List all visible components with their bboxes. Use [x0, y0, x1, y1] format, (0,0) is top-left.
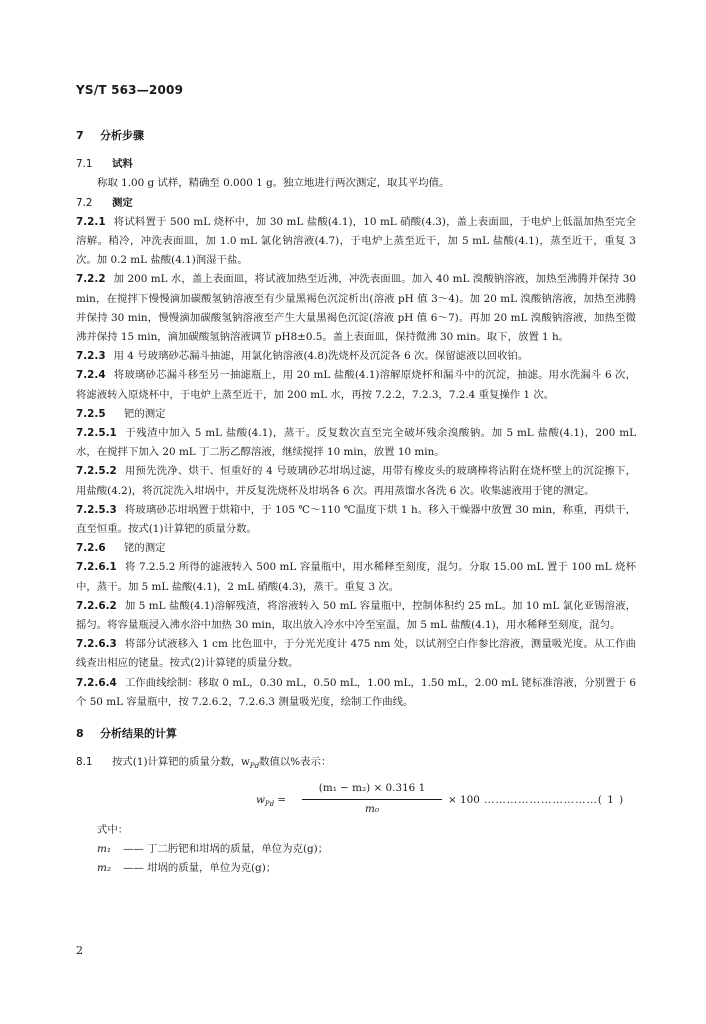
heading-7-2: 7.2 测定: [76, 196, 133, 209]
section-8-heading: [76, 724, 636, 743]
paragraph-7-2-5-3: 7.2.5.3 将玻璃砂芯坩埚置于烘箱中，于 105 ℃～110 ℃温度下烘 1 h。移入干燥器中放置 30 min，称重，再烘干，直至恒重。按式(1)计算钯的质量分数。: [76, 503, 636, 536]
definition-m1: m₁ —— 丁二肟钯和坩埚的质量，单位为克(g)；: [97, 842, 329, 855]
formula-denominator: m₀: [364, 802, 380, 815]
formula-lhs: $w_{Pd}$ =: [256, 793, 287, 808]
section-7-heading: [76, 126, 636, 145]
heading-7-1: 7.1 试料: [76, 158, 133, 171]
formula-number: …………………………( 1 ): [484, 793, 625, 806]
page-number: 2: [76, 944, 83, 957]
paragraph-7-2-6-1: 7.2.6.1 将 7.2.5.2 所得的滤液转入 500 mL 容量瓶中，用水稀释至刻度，混匀。分取 15.00 mL 置于 100 mL 烧杯中，蒸干。加 5 mL 盐酸(4.1)，2 mL 硝酸(4.3)，蒸干。重复 3 次。: [76, 561, 636, 593]
formula-multiplier: × 100: [448, 793, 480, 806]
formula-numerator: (m₁ − m₂) × 0.316 1: [302, 779, 442, 800]
paragraph-7-2-1: 7.2.1 将试料置于 500 mL 烧杯中，加 30 mL 盐酸(4.1)，10 mL 硝酸(4.3)，盖上表面皿，于电炉上低温加热至完全溶解。稍冷，冲洗表面皿，加 1.0 mL 氯化钠溶液(4.7)，于电炉上蒸至近干，加 5 mL 盐酸(4.1)，蒸至近干，重复 3 次。加 0.2 mL 盐酸(4.1)润湿干盐。: [76, 215, 636, 267]
paragraph-7-1: 称取 1.00 g 试样，精确至 0.000 1 g。独立地进行两次测定，取其平均值。: [97, 177, 450, 190]
paragraph-7-2-4: 7.2.4 将玻璃砂芯漏斗移至另一抽滤瓶上，用 20 mL 盐酸(4.1)溶解原烧杯和漏斗中的沉淀，抽滤。用水洗漏斗 6 次，将滤液转入原烧杯中，于电炉上蒸至近干，加 200 mL 水，再按 7.2.2，7.2.3，7.2.4 重复操作 1 次。: [76, 369, 636, 401]
section-title: 分析步骤: [100, 129, 144, 142]
formula-1: [76, 779, 636, 819]
section-number: 8: [76, 727, 84, 741]
paragraph-7-2-6-3: 7.2.6.3 将部分试液移入 1 cm 比色皿中，于分光光度计 475 nm 处，以试剂空白作参比溶液，测量吸光度。从工作曲线查出相应的铑量。按式(2)计算铑的质量分数。: [76, 638, 636, 670]
standard-code: YS/T 563—2009: [76, 83, 184, 97]
paragraph-8-1: 8.1 按式(1)计算钯的质量分数，$w_{Pd}$数值以%表示：: [76, 756, 332, 771]
paragraph-7-2-5-2: 7.2.5.2 用预先洗净、烘干、恒重好的 4 号玻璃砂芯坩埚过滤，用带有橡皮头的玻璃棒将沾附在烧杯壁上的沉淀擦下，用盐酸(4.2)，将沉淀洗入坩埚中，并反复洗烧杯及坩埚各 6 次。再用蒸馏水各洗 6 次。收集滤液用于铑的测定。: [76, 465, 636, 497]
paragraph-7-2-6-2: 7.2.6.2 加 5 mL 盐酸(4.1)溶解残渣，将溶液转入 50 mL 容量瓶中，控制体积约 25 mL。加 10 mL 氯化亚锡溶液，摇匀。将容量瓶浸入沸水浴中加热 30 min，取出放入冷水中冷至室温，加 5 mL 盐酸(4.1)，用水稀释至刻度，混匀。: [76, 599, 636, 632]
formula-fraction: [302, 779, 442, 819]
heading-7-2-5: 7.2.5 钯的测定: [76, 407, 166, 420]
definition-m2: m₂ —— 坩埚的质量，单位为克(g)；: [97, 861, 277, 874]
section-number: 7: [76, 129, 84, 142]
paragraph-7-2-6-4: 7.2.6.4 工作曲线绘制：移取 0 mL，0.30 mL，0.50 mL，1.00 mL，1.50 mL，2.00 mL 铑标准溶液，分别置于 6 个 50 mL 容量瓶中，按 7.2.6.2，7.2.6.3 测量吸光度，绘制工作曲线。: [76, 676, 636, 708]
section-title: 分析结果的计算: [100, 727, 177, 741]
heading-7-2-6: 7.2.6 铑的测定: [76, 542, 166, 555]
where-label: 式中：: [97, 823, 129, 836]
page-content: [76, 126, 636, 878]
paragraph-7-2-5-1: 7.2.5.1 于残渣中加入 5 mL 盐酸(4.1)，蒸干。反复数次直至完全破坏残余溴酸钠。加 5 mL 盐酸(4.1)，200 mL 水，在搅拌下加入 20 mL 丁二肟乙醇溶液，继续搅拌 10 min，放置 10 min。: [76, 427, 636, 459]
paragraph-7-2-3: 7.2.3 用 4 号玻璃砂芯漏斗抽滤，用氯化钠溶液(4.8)洗烧杯及沉淀各 6 次。保留滤液以回收铂。: [76, 350, 529, 363]
paragraph-7-2-2: 7.2.2 加 200 mL 水，盖上表面皿，将试液加热至近沸，冲洗表面皿。加入 40 mL 溴酸钠溶液，加热至沸腾并保持 30 min，在搅拌下慢慢滴加碳酸氢钠溶液至有少量黑褐色沉淀析出(溶液 pH 值 3～4)。加 20 mL 溴酸钠溶液，加热至沸腾并保持 30 min，慢慢滴加碳酸氢钠溶液至产生大量黑褐色沉淀(溶液 pH 值 6～7)。再加 20 mL 溴酸钠溶液，加热至微沸并保持 15 min，滴加碳酸氢钠溶液调节 pH8±0.5。盖上表面皿，保持微沸 30 min。取下，放置 1 h。: [76, 273, 636, 344]
